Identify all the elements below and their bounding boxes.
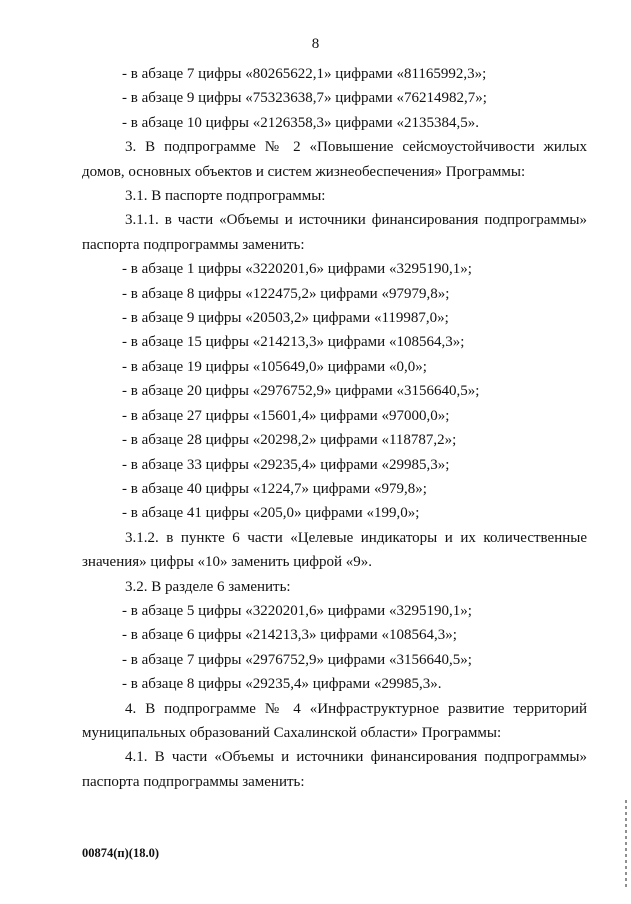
list-item: - в абзаце 28 цифры «20298,2» цифрами «118787,2»; xyxy=(122,432,457,449)
list-item: - в абзаце 15 цифры «214213,3» цифрами «108564,3»; xyxy=(122,334,465,351)
document-body xyxy=(82,62,587,794)
document-code: 00874(п)(18.0) xyxy=(82,846,159,860)
paragraph-line: паспорта подпрограммы заменить: xyxy=(82,773,305,790)
list-item: - в абзаце 9 цифры «75323638,7» цифрами «76214982,7»; xyxy=(122,90,487,107)
list-item: - в абзаце 7 цифры «2976752,9» цифрами «3156640,5»; xyxy=(122,651,472,668)
page-number: 8 xyxy=(311,36,320,52)
scan-edge-mark xyxy=(625,800,627,890)
paragraph-line: домов, основных объектов и систем жизнеобеспечения» Программы: xyxy=(82,163,526,180)
list-item: - в абзаце 41 цифры «205,0» цифрами «199,0»; xyxy=(122,505,420,522)
paragraph-line: значения» цифры «10» заменить цифрой «9». xyxy=(82,554,373,571)
list-item: - в абзаце 19 цифры «105649,0» цифрами «0,0»; xyxy=(122,358,427,375)
list-item: - в абзаце 27 цифры «15601,4» цифрами «97000,0»; xyxy=(122,407,450,424)
paragraph-line: 3.2. В разделе 6 заменить: xyxy=(125,578,291,595)
list-item: - в абзаце 5 цифры «3220201,6» цифрами «3295190,1»; xyxy=(122,602,472,619)
list-item: - в абзаце 40 цифры «1224,7» цифрами «979,8»; xyxy=(122,480,427,497)
list-item: - в абзаце 9 цифры «20503,2» цифрами «119987,0»; xyxy=(122,310,449,327)
list-item: - в абзаце 20 цифры «2976752,9» цифрами «3156640,5»; xyxy=(122,383,480,400)
paragraph-line: 3. В подпрограмме № 2 «Повышение сейсмоустойчивости жилых xyxy=(125,139,587,156)
list-item: - в абзаце 1 цифры «3220201,6» цифрами «3295190,1»; xyxy=(122,261,472,278)
list-item: - в абзаце 8 цифры «29235,4» цифрами «29985,3». xyxy=(122,676,442,693)
paragraph-line: муниципальных образований Сахалинской области» Программы: xyxy=(82,724,502,741)
list-item: - в абзаце 8 цифры «122475,2» цифрами «97979,8»; xyxy=(122,285,450,302)
paragraph-line: 3.1. В паспорте подпрограммы: xyxy=(125,188,326,205)
list-item: - в абзаце 6 цифры «214213,3» цифрами «108564,3»; xyxy=(122,627,457,644)
list-item: - в абзаце 10 цифры «2126358,3» цифрами «2135384,5». xyxy=(122,114,479,131)
list-item: - в абзаце 33 цифры «29235,4» цифрами «29985,3»; xyxy=(122,456,450,473)
paragraph-line: 4. В подпрограмме № 4 «Инфраструктурное развитие территорий xyxy=(125,700,587,717)
paragraph-line: 3.1.2. в пункте 6 части «Целевые индикаторы и их количественные xyxy=(125,529,587,546)
list-item: - в абзаце 7 цифры «80265622,1» цифрами «81165992,3»; xyxy=(122,66,487,82)
paragraph-line: 4.1. В части «Объемы и источники финансирования подпрограммы» xyxy=(125,749,587,766)
paragraph-line: паспорта подпрограммы заменить: xyxy=(82,236,305,253)
paragraph-line: 3.1.1. в части «Объемы и источники финансирования подпрограммы» xyxy=(125,212,587,229)
